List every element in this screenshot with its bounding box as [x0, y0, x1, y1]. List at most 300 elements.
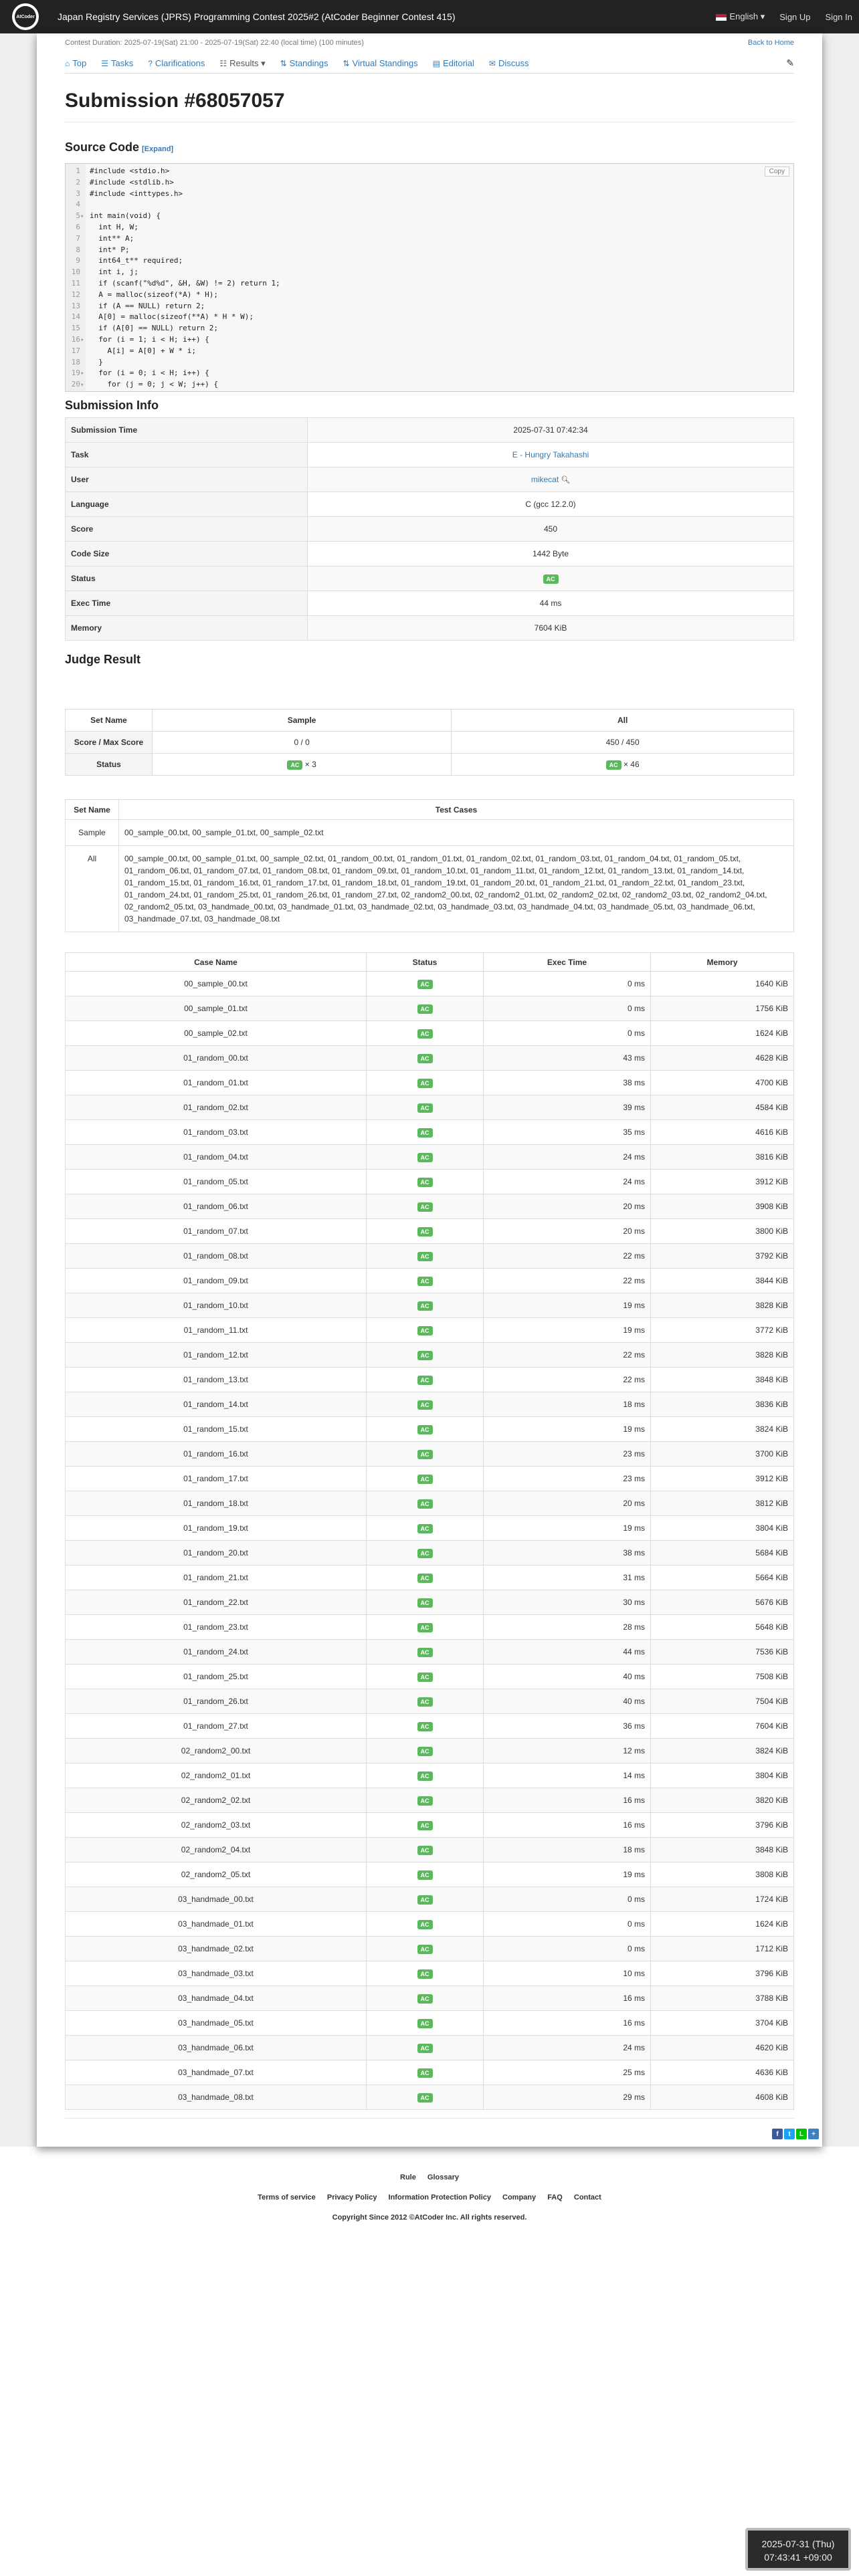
- case-memory: 4700 KiB: [651, 1071, 794, 1095]
- info-key: User: [66, 467, 308, 492]
- info-key: Exec Time: [66, 591, 308, 616]
- case-name: 01_random_14.txt: [66, 1392, 367, 1417]
- code-text: A[i] = A[0] + W * i;: [90, 346, 196, 355]
- case-memory: 7504 KiB: [651, 1689, 794, 1714]
- info-key: Memory: [66, 616, 308, 641]
- code-text: for (i = 1; i < H; i++) {: [90, 335, 209, 344]
- code-text: #include <inttypes.h>: [90, 189, 183, 198]
- case-exec-time: 40 ms: [484, 1689, 651, 1714]
- case-status: [367, 1862, 484, 1887]
- code-line: [66, 234, 134, 243]
- case-memory: 3796 KiB: [651, 1961, 794, 1986]
- copy-button[interactable]: Copy: [765, 167, 789, 177]
- info-value: [308, 467, 794, 492]
- code-line: [66, 312, 254, 322]
- pin-icon[interactable]: ✎: [786, 58, 794, 68]
- test-sets-table: [65, 799, 794, 932]
- case-memory: 3804 KiB: [651, 1763, 794, 1788]
- row-status-label: Status: [66, 754, 153, 776]
- case-status: [367, 1417, 484, 1442]
- case-exec-time: 16 ms: [484, 1813, 651, 1838]
- code-text: A = malloc(sizeof(*A) * H);: [90, 290, 219, 299]
- case-exec-time: 36 ms: [484, 1714, 651, 1739]
- code-line: [66, 380, 218, 389]
- table-row: [66, 1269, 794, 1293]
- line-number: 11: [71, 279, 80, 288]
- user-link[interactable]: mikecat: [531, 475, 559, 484]
- table-row: [66, 1590, 794, 1615]
- table-row: [66, 1887, 794, 1912]
- share-buttons: [771, 2129, 819, 2139]
- info-protection-link[interactable]: Information Protection Policy: [388, 2193, 491, 2202]
- logo-text: AtCoder: [15, 6, 36, 27]
- back-to-home-link[interactable]: Back to Home: [747, 39, 794, 47]
- row-score-label: Score / Max Score: [66, 732, 153, 754]
- case-status: [367, 1269, 484, 1293]
- case-name: 03_handmade_03.txt: [66, 1961, 367, 1986]
- all-status: [452, 754, 794, 776]
- table-row: [66, 1343, 794, 1368]
- table-row: [66, 1838, 794, 1862]
- fold-toggle-icon[interactable]: ▾: [80, 370, 84, 378]
- case-memory: 1724 KiB: [651, 1887, 794, 1912]
- info-row: [66, 517, 794, 542]
- case-exec-time: 0 ms: [484, 1887, 651, 1912]
- case-exec-time: 22 ms: [484, 1343, 651, 1368]
- case-memory: 3796 KiB: [651, 1813, 794, 1838]
- tab-standings-label: Standings: [289, 58, 328, 68]
- case-status: [367, 1021, 484, 1046]
- case-status: [367, 1912, 484, 1937]
- case-memory: 3808 KiB: [651, 1862, 794, 1887]
- all-count: × 46: [623, 759, 640, 769]
- case-memory: 4636 KiB: [651, 2060, 794, 2085]
- case-memory: 3912 KiB: [651, 1467, 794, 1491]
- status-badge: AC: [417, 1351, 433, 1360]
- page-title: Submission #68057057: [65, 90, 285, 112]
- code-line: [66, 245, 130, 255]
- case-name: 01_random_05.txt: [66, 1170, 367, 1194]
- info-value: [308, 542, 794, 566]
- case-exec-time: 14 ms: [484, 1763, 651, 1788]
- tab-tasks-label: Tasks: [110, 58, 134, 68]
- case-status: [367, 1566, 484, 1590]
- fold-toggle-icon[interactable]: ▾: [80, 382, 84, 389]
- info-value: [308, 418, 794, 443]
- source-code-block[interactable]: [65, 163, 794, 392]
- info-value: [308, 591, 794, 616]
- case-status: [367, 1887, 484, 1912]
- contact-link[interactable]: Contact: [573, 2193, 601, 2202]
- contest-duration: Contest Duration: 2025-07-19(Sat) 21:00 - 2025-07-19(Sat) 22:40 (local time) (100 minutes): [65, 39, 364, 47]
- fold-toggle-icon: [80, 257, 87, 266]
- case-status: [367, 1095, 484, 1120]
- status-badge: AC: [417, 1079, 433, 1088]
- case-memory: 3700 KiB: [651, 1442, 794, 1467]
- info-value: [308, 616, 794, 641]
- case-exec-time: 12 ms: [484, 1739, 651, 1763]
- case-exec-time: 25 ms: [484, 2060, 651, 2085]
- line-number: 4: [76, 200, 80, 209]
- code-line: [66, 324, 218, 333]
- company-link[interactable]: Company: [502, 2193, 537, 2202]
- status-badge: AC: [287, 760, 302, 770]
- fold-toggle-icon: [80, 324, 87, 334]
- case-status: [367, 1442, 484, 1467]
- case-memory: 3824 KiB: [651, 1417, 794, 1442]
- status-badge: AC: [417, 1623, 433, 1632]
- case-name: 01_random_11.txt: [66, 1318, 367, 1343]
- status-badge: AC: [417, 1153, 433, 1162]
- code-text: int i, j;: [90, 267, 138, 277]
- task-link[interactable]: E - Hungry Takahashi: [512, 450, 589, 459]
- tab-clarifications[interactable]: [148, 58, 205, 68]
- case-exec-time: 16 ms: [484, 1788, 651, 1813]
- table-row: [66, 972, 794, 996]
- status-badge: AC: [417, 1227, 433, 1237]
- clock-date: 2025-07-31 (Thu): [761, 2539, 835, 2549]
- code-line: [66, 267, 138, 277]
- terms-link[interactable]: Terms of service: [258, 2193, 316, 2202]
- case-name: 01_random_13.txt: [66, 1368, 367, 1392]
- case-status: [367, 1318, 484, 1343]
- case-name: 02_random2_04.txt: [66, 1838, 367, 1862]
- case-status: [367, 1343, 484, 1368]
- language-dropdown[interactable]: English ▾: [716, 11, 765, 22]
- case-name: 01_random_15.txt: [66, 1417, 367, 1442]
- code-text: if (A[0] == NULL) return 2;: [90, 324, 219, 333]
- case-memory: 3772 KiB: [651, 1318, 794, 1343]
- case-memory: 1712 KiB: [651, 1937, 794, 1961]
- case-exec-time: 30 ms: [484, 1590, 651, 1615]
- info-key: Score: [66, 517, 308, 542]
- case-exec-time: 24 ms: [484, 1170, 651, 1194]
- col-all: All: [452, 710, 794, 732]
- sign-up-link[interactable]: Sign Up: [779, 11, 811, 22]
- status-badge: AC: [417, 1524, 433, 1533]
- table-row: [66, 1467, 794, 1491]
- status-badge: AC: [417, 1202, 433, 1212]
- fold-toggle-icon: [80, 347, 87, 356]
- info-value-text: C (gcc 12.2.0): [525, 500, 576, 509]
- tab-virtual-standings[interactable]: [343, 58, 417, 68]
- main-container: [37, 33, 822, 2147]
- status-badge: AC: [417, 1920, 433, 1929]
- case-name: 03_handmade_07.txt: [66, 2060, 367, 2085]
- case-status: [367, 2011, 484, 2036]
- case-exec-time: 38 ms: [484, 1541, 651, 1566]
- tab-clarifications-label: Clarifications: [155, 58, 205, 68]
- results-list-icon: ☷: [219, 58, 227, 68]
- case-status: [367, 1046, 484, 1071]
- footer-row-1: [0, 2173, 859, 2181]
- code-text: int64_t** required;: [90, 256, 183, 265]
- table-row: [66, 2085, 794, 2110]
- case-status: [367, 1244, 484, 1269]
- case-exec-time: 19 ms: [484, 1862, 651, 1887]
- code-text: }: [90, 357, 103, 366]
- list-icon: ☰: [101, 58, 108, 68]
- tab-discuss[interactable]: [489, 58, 529, 68]
- fold-toggle-icon[interactable]: ▾: [80, 337, 84, 344]
- tab-editorial[interactable]: [433, 58, 474, 68]
- table-row: [66, 1120, 794, 1145]
- info-row: [66, 443, 794, 467]
- case-exec-time: 19 ms: [484, 1417, 651, 1442]
- table-row: [66, 1986, 794, 2011]
- info-key: Submission Time: [66, 418, 308, 443]
- case-memory: 3908 KiB: [651, 1194, 794, 1219]
- case-name: 01_random_27.txt: [66, 1714, 367, 1739]
- expand-link[interactable]: [Expand]: [142, 145, 174, 153]
- facebook-icon[interactable]: f: [772, 2129, 783, 2139]
- info-value: [308, 517, 794, 542]
- fold-toggle-icon: [80, 358, 87, 368]
- line-number: 3: [76, 189, 80, 198]
- info-value-text: 450: [543, 524, 558, 534]
- fold-toggle-icon: [80, 280, 87, 289]
- contest-nav-tabs: [65, 53, 794, 74]
- fold-toggle-icon: [80, 201, 87, 210]
- case-memory: 7508 KiB: [651, 1665, 794, 1689]
- case-memory: 3812 KiB: [651, 1491, 794, 1516]
- line-number: 17: [71, 346, 80, 355]
- submission-info-table: [65, 417, 794, 641]
- table-row: [66, 1665, 794, 1689]
- case-exec-time: 43 ms: [484, 1046, 651, 1071]
- table-row: [66, 1046, 794, 1071]
- status-badge: AC: [417, 1475, 433, 1484]
- case-status: [367, 1120, 484, 1145]
- info-row: [66, 591, 794, 616]
- status-badge: AC: [417, 2019, 433, 2028]
- fold-toggle-icon[interactable]: ▾: [80, 213, 84, 221]
- tab-top[interactable]: [65, 58, 86, 68]
- code-text: for (i = 0; i < H; i++) {: [90, 368, 209, 378]
- case-exec-time: 18 ms: [484, 1838, 651, 1862]
- case-name: 01_random_00.txt: [66, 1046, 367, 1071]
- code-line: [66, 335, 209, 344]
- atcoder-logo[interactable]: [7, 0, 44, 33]
- fold-toggle-icon: [80, 291, 87, 300]
- line-number: 6: [76, 223, 80, 231]
- status-badge: AC: [417, 1178, 433, 1187]
- status-badge: AC: [417, 1103, 433, 1113]
- footer: [0, 2173, 859, 2234]
- case-name: 01_random_20.txt: [66, 1541, 367, 1566]
- case-name: 01_random_10.txt: [66, 1293, 367, 1318]
- info-key: Code Size: [66, 542, 308, 566]
- case-status: [367, 1145, 484, 1170]
- source-code-heading: [65, 140, 173, 154]
- code-line: [66, 279, 280, 288]
- info-value-text: 44 ms: [539, 599, 562, 608]
- language-label: English: [729, 11, 759, 21]
- case-status: [367, 1293, 484, 1318]
- table-row: [66, 1021, 794, 1046]
- col-set-name: Set Name: [66, 710, 153, 732]
- set-name-all: All: [66, 846, 119, 932]
- line-number: 15: [71, 324, 80, 333]
- fold-toggle-icon: [80, 223, 87, 233]
- code-line: [66, 200, 90, 209]
- case-exec-time: 0 ms: [484, 1912, 651, 1937]
- case-memory: 4608 KiB: [651, 2085, 794, 2110]
- status-badge: AC: [417, 1796, 433, 1806]
- case-exec-time: 16 ms: [484, 1986, 651, 2011]
- case-status: [367, 1937, 484, 1961]
- status-badge: AC: [417, 1301, 433, 1311]
- case-name: 00_sample_02.txt: [66, 1021, 367, 1046]
- line-number: 18: [71, 357, 80, 366]
- case-name: 01_random_09.txt: [66, 1269, 367, 1293]
- case-status: [367, 1590, 484, 1615]
- hatena-icon[interactable]: +: [808, 2129, 819, 2139]
- case-status: [367, 1541, 484, 1566]
- top-right-menu: [701, 11, 859, 22]
- table-row: [66, 2011, 794, 2036]
- code-line: [66, 256, 183, 265]
- status-badge: AC: [417, 1326, 433, 1335]
- privacy-link[interactable]: Privacy Policy: [326, 2193, 377, 2202]
- col-status: Status: [367, 953, 484, 972]
- case-memory: 4628 KiB: [651, 1046, 794, 1071]
- status-badge: AC: [417, 1969, 433, 1979]
- tab-standings[interactable]: [280, 58, 328, 68]
- code-line: [66, 189, 183, 199]
- table-row: [66, 1566, 794, 1590]
- line-number: 10: [71, 267, 80, 277]
- case-memory: 3912 KiB: [651, 1170, 794, 1194]
- table-row: [66, 1615, 794, 1640]
- table-row: [66, 1491, 794, 1516]
- case-name: 01_random_18.txt: [66, 1491, 367, 1516]
- rule-link[interactable]: Rule: [400, 2173, 416, 2181]
- case-memory: 3828 KiB: [651, 1293, 794, 1318]
- col-memory: Memory: [651, 953, 794, 972]
- contest-title-link[interactable]: Japan Registry Services (JPRS) Programming Contest 2025#2 (AtCoder Beginner Contest 415): [58, 11, 456, 22]
- case-status: [367, 1219, 484, 1244]
- info-row: [66, 467, 794, 492]
- case-name: 01_random_21.txt: [66, 1566, 367, 1590]
- case-name: 01_random_22.txt: [66, 1590, 367, 1615]
- status-badge: AC: [417, 1549, 433, 1558]
- divider: [65, 2118, 794, 2119]
- info-value: [308, 492, 794, 517]
- case-status: [367, 996, 484, 1021]
- case-name: 03_handmade_04.txt: [66, 1986, 367, 2011]
- code-text: #include <stdio.h>: [90, 167, 170, 175]
- table-row: [66, 1714, 794, 1739]
- case-name: 03_handmade_00.txt: [66, 1887, 367, 1912]
- col-exec-time: Exec Time: [484, 953, 651, 972]
- table-row: [66, 1219, 794, 1244]
- info-key: Language: [66, 492, 308, 517]
- line-number: 12: [71, 290, 80, 299]
- glossary-link[interactable]: Glossary: [427, 2173, 459, 2181]
- info-row: [66, 418, 794, 443]
- status-badge: AC: [417, 2093, 433, 2103]
- tab-editorial-label: Editorial: [442, 58, 474, 68]
- copyright: Copyright Since 2012 ©AtCoder Inc. All rights reserved.: [332, 2214, 527, 2222]
- case-memory: 5664 KiB: [651, 1566, 794, 1590]
- info-row: [66, 492, 794, 517]
- case-memory: 7604 KiB: [651, 1714, 794, 1739]
- table-row: [66, 1392, 794, 1417]
- case-memory: 3828 KiB: [651, 1343, 794, 1368]
- case-memory: 1756 KiB: [651, 996, 794, 1021]
- case-exec-time: 29 ms: [484, 2085, 651, 2110]
- case-status: [367, 1665, 484, 1689]
- case-status: [367, 1986, 484, 2011]
- judge-result-table: [65, 709, 794, 776]
- case-memory: 5676 KiB: [651, 1590, 794, 1615]
- case-memory: 4620 KiB: [651, 2036, 794, 2060]
- table-row: [66, 1244, 794, 1269]
- table-row: [66, 996, 794, 1021]
- case-name: 01_random_24.txt: [66, 1640, 367, 1665]
- line-icon[interactable]: L: [796, 2129, 807, 2139]
- col-sample: Sample: [153, 710, 452, 732]
- case-name: 01_random_01.txt: [66, 1071, 367, 1095]
- case-status: [367, 1491, 484, 1516]
- test-cases-table: [65, 952, 794, 2110]
- code-line: [66, 167, 169, 176]
- case-exec-time: 24 ms: [484, 2036, 651, 2060]
- fold-toggle-icon: [80, 190, 87, 199]
- table-row: [66, 1170, 794, 1194]
- info-value-text: 2025-07-31 07:42:34: [513, 425, 588, 435]
- fold-toggle-icon: [80, 167, 87, 177]
- tab-tasks[interactable]: [101, 58, 133, 68]
- status-badge: AC: [417, 1029, 433, 1039]
- case-name: 03_handmade_05.txt: [66, 2011, 367, 2036]
- sample-cases-list: 00_sample_00.txt, 00_sample_01.txt, 00_sample_02.txt: [119, 820, 794, 846]
- case-memory: 1640 KiB: [651, 972, 794, 996]
- table-row: [66, 1689, 794, 1714]
- faq-link[interactable]: FAQ: [547, 2193, 563, 2202]
- search-icon[interactable]: 🔍︎: [559, 476, 571, 484]
- sample-score: 0 / 0: [153, 732, 452, 754]
- case-name: 03_handmade_02.txt: [66, 1937, 367, 1961]
- status-badge: AC: [417, 1450, 433, 1459]
- case-name: 01_random_23.txt: [66, 1615, 367, 1640]
- footer-row-2: [0, 2193, 859, 2202]
- info-key: Task: [66, 443, 308, 467]
- status-badge: AC: [417, 980, 433, 989]
- table-row: [66, 1763, 794, 1788]
- status-badge: AC: [417, 1846, 433, 1855]
- case-name: 01_random_26.txt: [66, 1689, 367, 1714]
- tab-results[interactable]: ☷ Results ▾: [219, 58, 266, 68]
- status-badge: AC: [417, 2044, 433, 2053]
- table-row: [66, 1368, 794, 1392]
- table-row: [66, 1194, 794, 1219]
- twitter-icon[interactable]: t: [784, 2129, 795, 2139]
- us-flag-icon: [716, 14, 727, 21]
- case-exec-time: 28 ms: [484, 1615, 651, 1640]
- info-value-text: 1442 Byte: [532, 549, 569, 558]
- line-number: 5: [76, 211, 80, 221]
- case-memory: 3844 KiB: [651, 1269, 794, 1293]
- case-exec-time: 0 ms: [484, 972, 651, 996]
- case-name: 02_random2_02.txt: [66, 1788, 367, 1813]
- status-badge: AC: [417, 1004, 433, 1014]
- sign-in-link[interactable]: Sign In: [825, 11, 852, 22]
- sort-icon: ⇅: [343, 58, 350, 68]
- case-status: [367, 1194, 484, 1219]
- fold-toggle-icon: [80, 179, 87, 188]
